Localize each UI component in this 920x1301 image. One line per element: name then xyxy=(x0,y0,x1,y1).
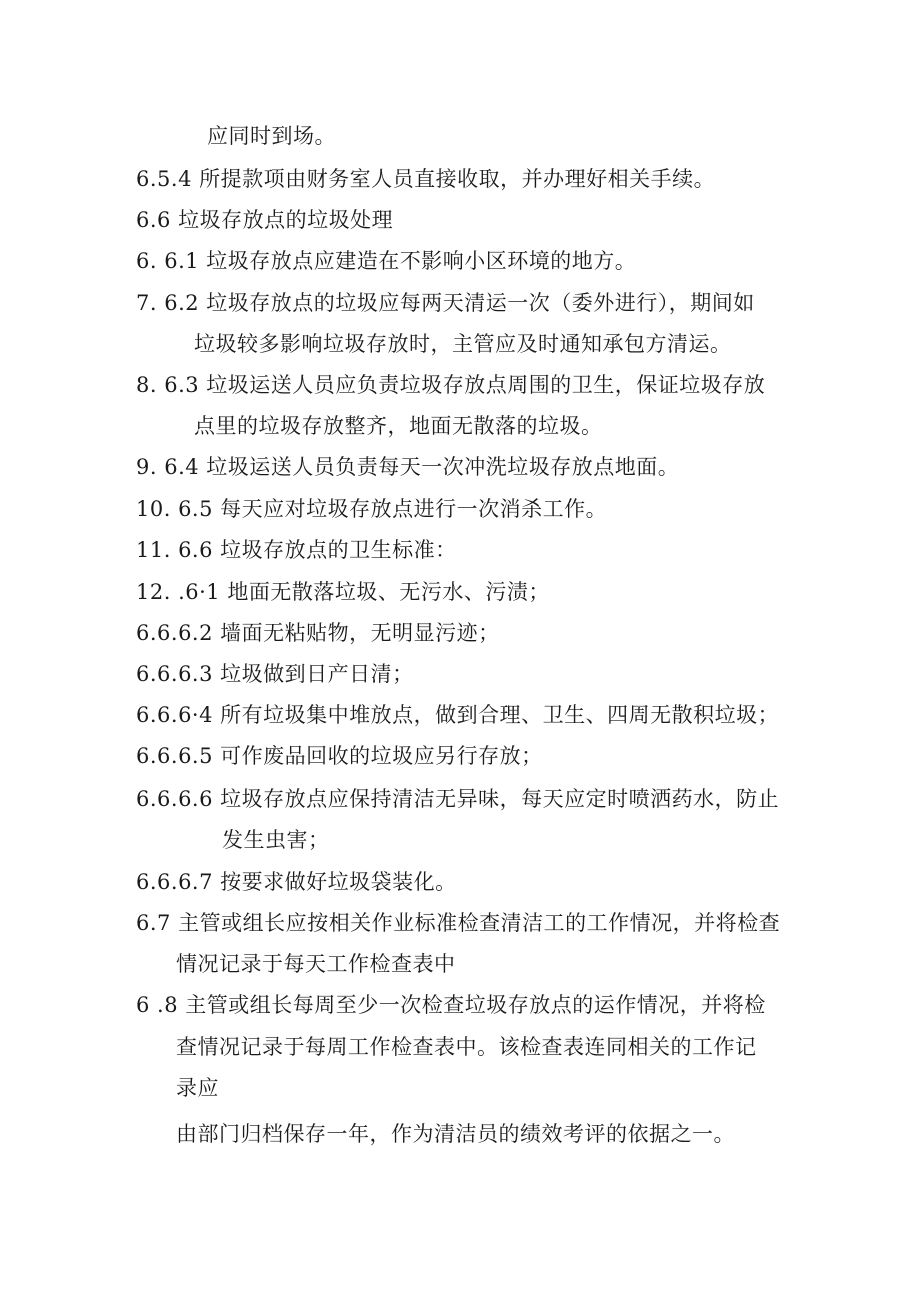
text-line: 垃圾较多影响垃圾存放时，主管应及时通知承包方清运。 xyxy=(194,332,732,356)
text-line: 6.6.6.6 垃圾存放点应保持清洁无异味，每天应定时喷洒药水，防止 xyxy=(136,787,780,811)
text-line: 6.6.6·4 所有垃圾集中堆放点，做到合理、卫生、四周无散积垃圾； xyxy=(136,703,780,727)
text-line: 应同时到场。 xyxy=(207,124,336,148)
text-line: 6.5.4 所提款项由财务室人员直接收取，并办理好相关手续。 xyxy=(136,167,716,191)
text-line: 7. 6.2 垃圾存放点的垃圾应每两天清运一次（委外进行），期间如 xyxy=(136,291,755,315)
text-line: 6. 6.1 垃圾存放点应建造在不影响小区环境的地方。 xyxy=(136,249,637,273)
text-line: 10. 6.5 每天应对垃圾存放点进行一次消杀工作。 xyxy=(136,497,608,521)
text-line: 6.6.6.3 垃圾做到日产日清； xyxy=(136,662,414,686)
text-line: 6.6 垃圾存放点的垃圾处理 xyxy=(136,208,394,232)
text-line: 情况记录于每天工作检查表中 xyxy=(176,952,456,976)
text-line: 发生虫害； xyxy=(222,828,330,852)
text-line: 6.6.6.5 可作废品回收的垃圾应另行存放； xyxy=(136,744,543,768)
text-line: 6.6.6.7 按要求做好垃圾袋装化。 xyxy=(136,870,457,894)
text-line: 查情况记录于每周工作检查表中。该检查表连同相关的工作记 xyxy=(176,1035,757,1059)
text-line: 6.6.6.2 墙面无粘贴物，无明显污迹； xyxy=(136,621,500,645)
text-line: 录应 xyxy=(176,1076,219,1100)
text-line: 9. 6.4 垃圾运送人员负责每天一次冲洗垃圾存放点地面。 xyxy=(136,455,680,479)
text-line: 12. .6·1 地面无散落垃圾、无污水、污渍； xyxy=(136,580,550,604)
text-line: 11. 6.6 垃圾存放点的卫生标准： xyxy=(136,538,457,562)
text-line: 由部门归档保存一年，作为清洁员的绩效考评的依据之一。 xyxy=(176,1122,735,1146)
text-line: 6.7 主管或组长应按相关作业标准检查清洁工的工作情况，并将检查 xyxy=(136,911,781,935)
text-line: 点里的垃圾存放整齐，地面无散落的垃圾。 xyxy=(194,414,603,438)
text-line: 8. 6.3 垃圾运送人员应负责垃圾存放点周围的卫生，保证垃圾存放 xyxy=(136,373,766,397)
text-line: 6 .8 主管或组长每周至少一次检查垃圾存放点的运作情况，并将检 xyxy=(136,993,766,1017)
